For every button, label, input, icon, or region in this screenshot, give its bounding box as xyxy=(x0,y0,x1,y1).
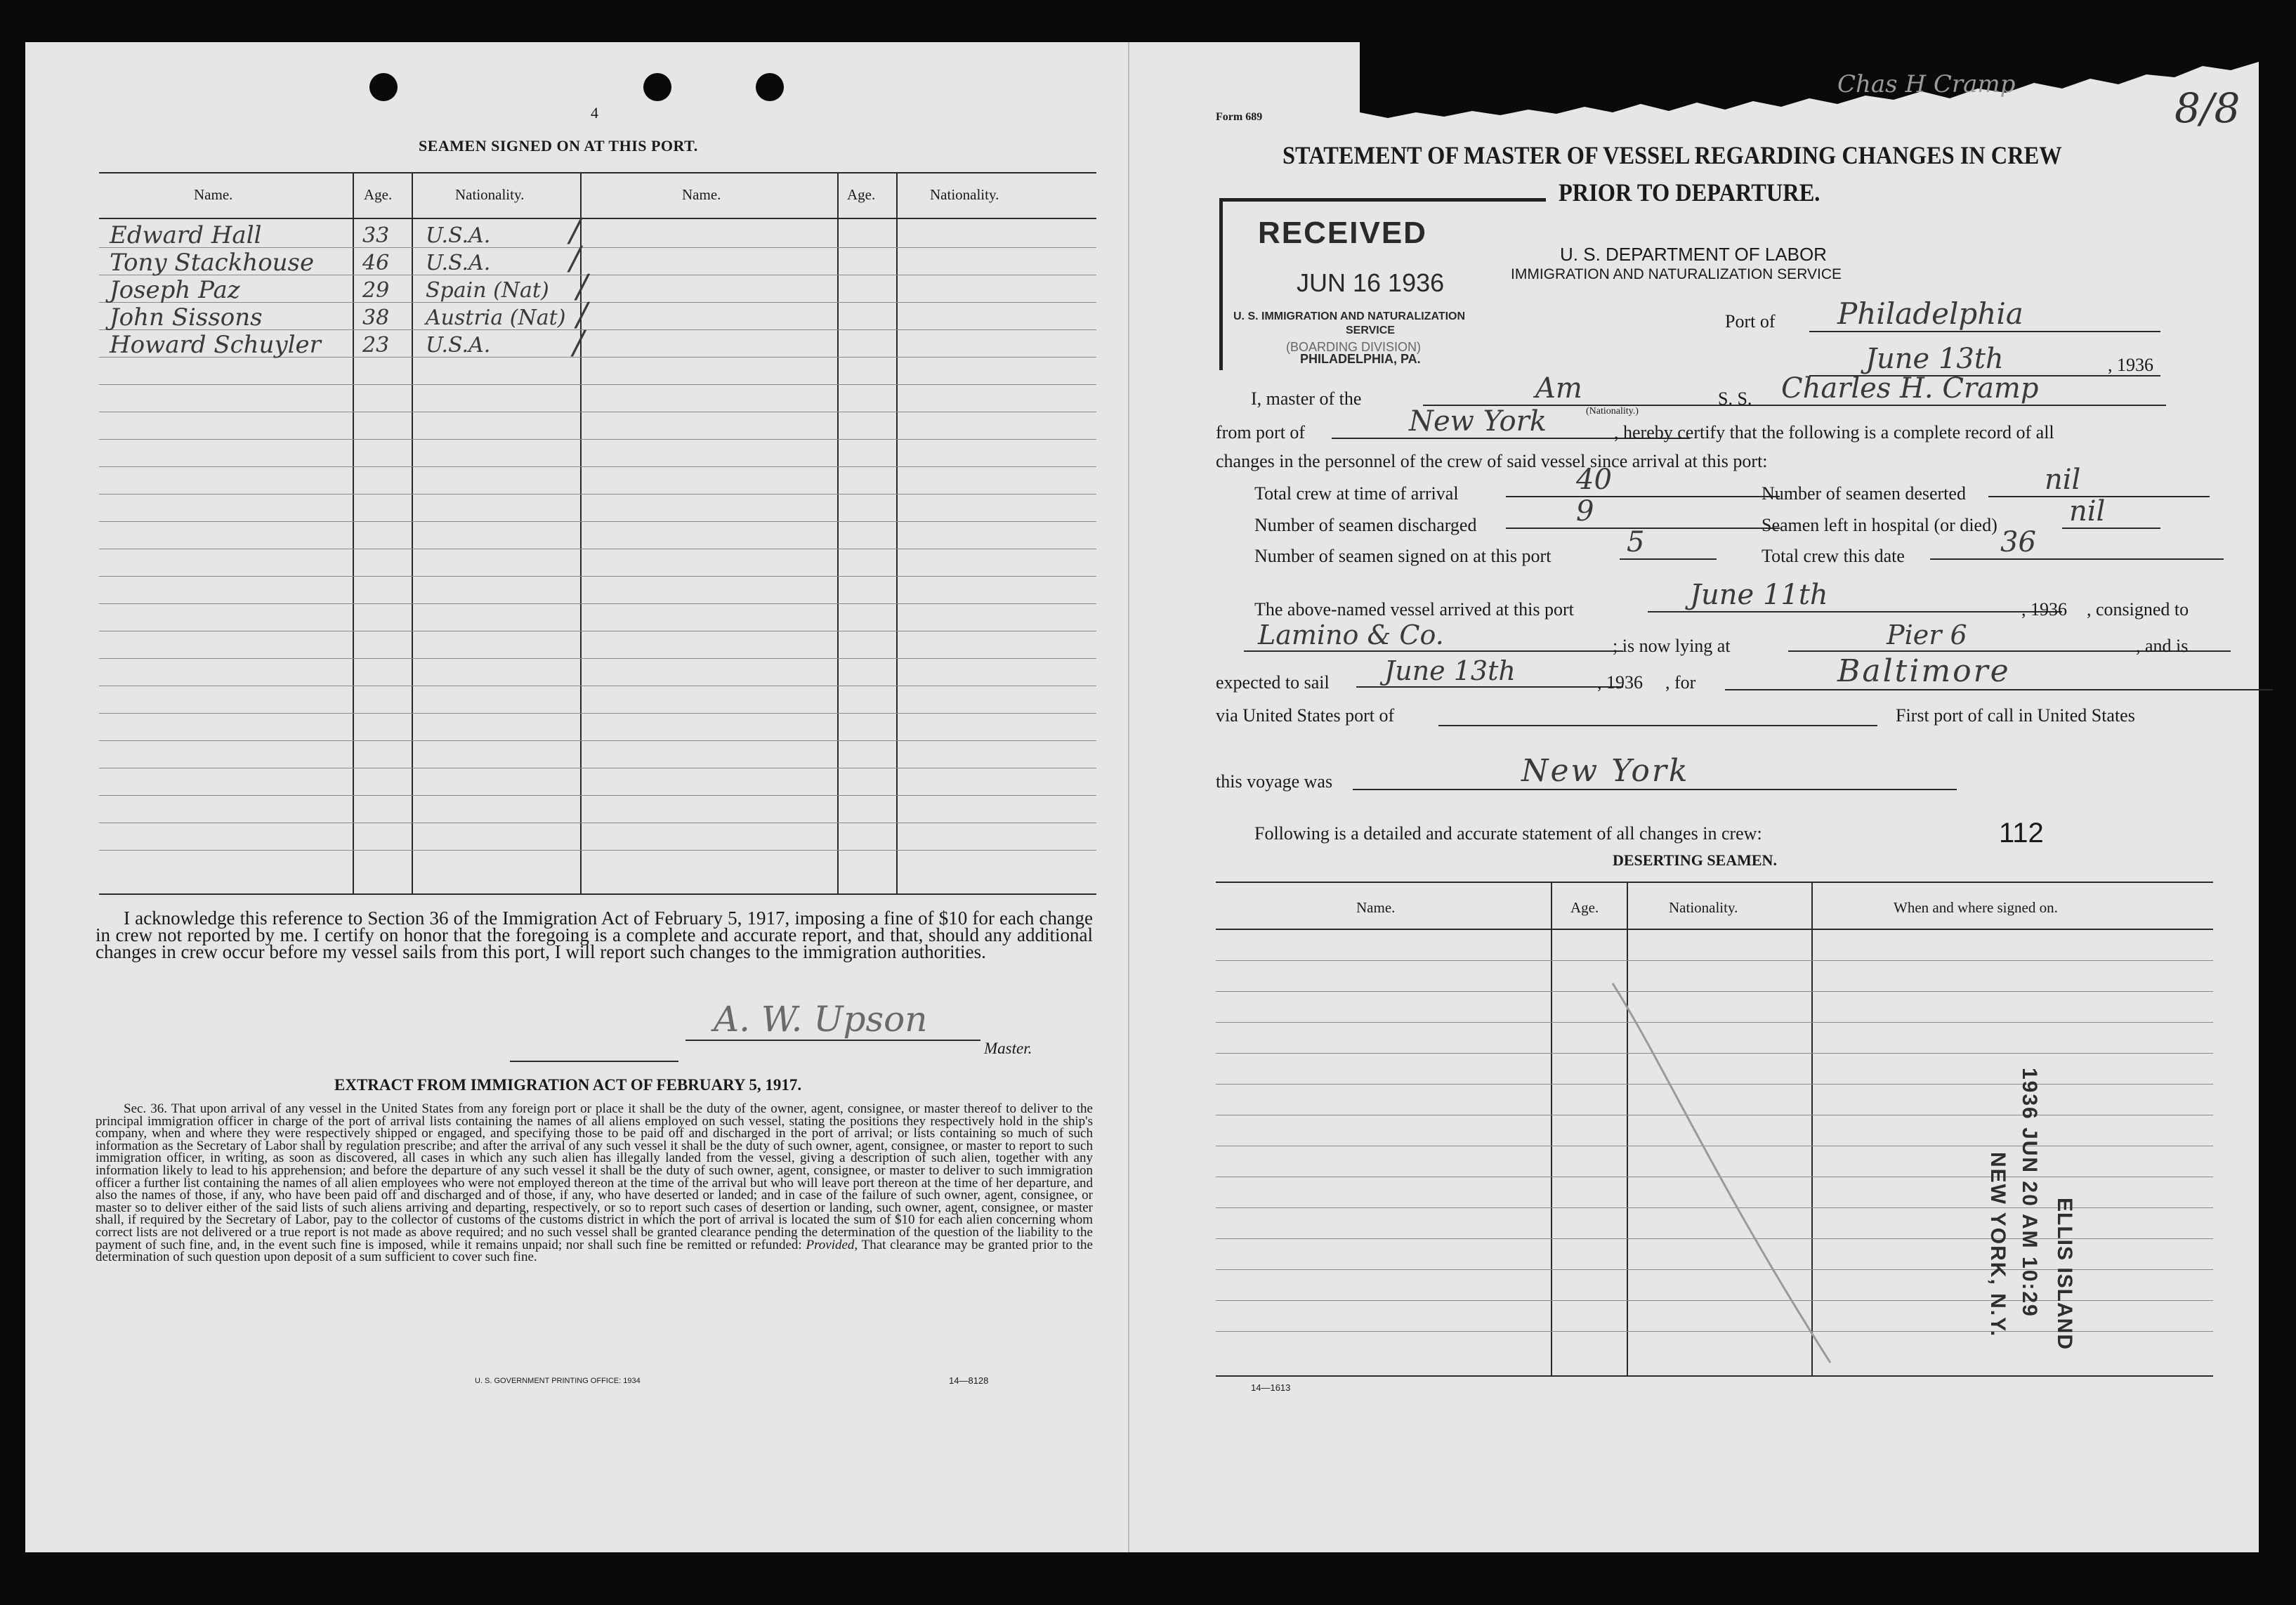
seaman-age: 38 xyxy=(362,306,390,330)
via-label: via United States port of xyxy=(1216,705,1395,726)
seaman-age: 23 xyxy=(362,333,390,358)
changes-text: changes in the personnel of the crew of said vessel since arrival at this port: xyxy=(1216,451,1768,471)
expected-value: June 13th xyxy=(1356,655,1623,688)
column-header-name: Name. xyxy=(194,186,233,203)
left-form-code: 14—8128 xyxy=(949,1375,989,1386)
right-form-code: 14—1613 xyxy=(1251,1382,1291,1393)
corner-note: 8/8 xyxy=(2174,84,2241,132)
form-title-line1: STATEMENT OF MASTER OF VESSEL REGARDING CHANGES IN CREW xyxy=(1283,141,2062,169)
check-mark: / xyxy=(577,295,588,333)
date-value: June 13th xyxy=(1809,343,2160,376)
arrived-label: The above-named vessel arrived at this port xyxy=(1254,599,1574,620)
column-header-name: Name. xyxy=(682,186,721,203)
discharged-value: 9 xyxy=(1506,495,1780,529)
check-mark: / xyxy=(570,239,581,277)
extract-title: EXTRACT FROM IMMIGRATION ACT OF FEBRUARY 5, 1917. xyxy=(334,1076,802,1094)
certify-text: , hereby certify that the following is a complete record of all xyxy=(1614,422,2054,443)
ellis-stamp-line3: NEW YORK, N.Y. xyxy=(1986,1152,2009,1338)
total-crew-arrival: 40 xyxy=(1506,464,1780,497)
stamp-line4: PHILADELPHIA, PA. xyxy=(1300,352,1421,366)
signature-line xyxy=(685,1040,980,1041)
form-title-line2: PRIOR TO DEPARTURE. xyxy=(1559,178,1821,207)
column-header-age: Age. xyxy=(847,186,876,203)
seaman-name: Edward Hall xyxy=(110,221,262,249)
section-36-body: That upon arrival of any vessel in the United States from any foreign port or place it shall be the duty of the owner, agent, consignee, or master thereof to deliver to the principal immigration officer in charge of the port of arrival lists containing the names of all aliens employed on such vessel, stating the positions they respectively hold in the ship's company, when and where they were respectively shipped or engaged, and specifying those to be paid off and discharged in the port of arrival; or lists containing so much of such information as the Secretary of Labor shall by regulation prescribe; and after the arrival of any such vessel it shall be the duty of such owner, agent, consignee, or master to report to such immigration officer, in writing, as soon as discovered, all cases in which any such alien has illegally landed from the vessel, giving a description of such alien, together with any information likely to lead to his apprehension; and before the departure of any such vessel it shall be the duty of such owner, agent, consignee, or master to deliver to such immigration officer a further list containing the names of all alien employees who were not employed thereon at the time of the arrival but who will leave port thereon at the time of her departure, and also the names of those, if any, who have been paid off and discharged and of those, if any, who have deserted or landed; and in case of the failure of such owner, agent, consignee, or master so to deliver either of the said lists of such aliens arriving and departing, respectively, or so to report such cases of desertion or landing, such owner, agent, consignee, or master shall, if required by the Secretary of Labor, pay to the collector of customs of the customs district in which the port of arrival is located the sum of $10 for each alien concerning whom correct lists are not delivered or a true report is not made as above required; and no such vessel shall be granted clearance pending the determination of the question of the liability to the payment of such fine, and, in the event such fine is imposed, while it remains unpaid; nor shall such fine be remitted or refunded: xyxy=(96,1101,1093,1252)
document-sheet xyxy=(25,42,2259,1552)
department: U. S. DEPARTMENT OF LABOR xyxy=(1560,244,1827,265)
ellis-stamp-line2: 1936 JUN 20 AM 10:29 xyxy=(2018,1068,2041,1318)
master-signature: A. W. Upson xyxy=(714,999,928,1040)
section-36-text xyxy=(96,1103,1093,1264)
stamp-date: JUN 16 1936 xyxy=(1297,268,1445,297)
seaman-nationality: U.S.A. xyxy=(426,251,491,275)
check-mark: / xyxy=(573,323,584,361)
arrived-year: , 1936 xyxy=(2021,599,2067,620)
record-number: 112 xyxy=(1999,818,2044,849)
deserting-title: DESERTING SEAMEN. xyxy=(1613,851,1777,869)
divider xyxy=(510,1061,678,1062)
seaman-name: Tony Stackhouse xyxy=(110,249,315,277)
first-port-label: First port of call in United States xyxy=(1896,705,2135,726)
master-line-prefix: I, master of the xyxy=(1251,388,1362,409)
torn-edge xyxy=(1360,42,2273,148)
seaman-nationality: U.S.A. xyxy=(426,223,491,248)
consignee-value: Lamino & Co. xyxy=(1244,620,1623,652)
stamp-received: RECEIVED xyxy=(1258,216,1427,250)
destination-value: Baltimore xyxy=(1725,653,2273,690)
port-value: Philadelphia xyxy=(1809,296,2160,332)
seaman-name: John Sissons xyxy=(110,303,263,332)
ss-label: S. S. xyxy=(1718,388,1752,409)
total-crew-date-label: Total crew this date xyxy=(1762,546,1905,566)
seaman-nationality: Austria (Nat) xyxy=(426,306,566,330)
section-36-proviso: That clearance may be granted prior to the determination of such question upon deposit of a sum sufficient to cover such fine. xyxy=(96,1237,1093,1265)
deserting-header-nationality: Nationality. xyxy=(1669,899,1738,916)
seaman-name: Joseph Paz xyxy=(110,276,240,304)
column-header-nationality: Nationality. xyxy=(930,186,999,203)
from-port-label: from port of xyxy=(1216,422,1306,443)
punch-hole xyxy=(369,73,398,101)
hospital-value: nil xyxy=(2062,495,2160,529)
section-36-proviso-lead: Provided, xyxy=(806,1237,858,1252)
check-mark: / xyxy=(570,211,581,249)
following-label: Following is a detailed and accurate statement of all changes in crew: xyxy=(1254,823,1762,844)
lying-label: ; is now lying at xyxy=(1613,636,1731,656)
service: IMMIGRATION AND NATURALIZATION SERVICE xyxy=(1511,266,1842,282)
for-label: , for xyxy=(1665,672,1696,693)
nationality-value: Am xyxy=(1423,372,1816,406)
date-year: , 1936 xyxy=(2108,355,2153,375)
form-number: Form 689 xyxy=(1216,111,1263,123)
stamp-line3: (BOARDING DIVISION) xyxy=(1286,340,1422,354)
deserting-header-age: Age. xyxy=(1570,899,1599,916)
seaman-name: Howard Schuyler xyxy=(110,331,321,359)
and-is: , and is xyxy=(2136,636,2189,656)
deserting-header-name: Name. xyxy=(1356,899,1396,916)
hospital-label: Seamen left in hospital (or died) xyxy=(1762,515,1997,535)
deserted-value: nil xyxy=(1988,464,2210,497)
punch-hole xyxy=(756,73,784,101)
master-label: Master. xyxy=(984,1040,1032,1057)
column-header-nationality: Nationality. xyxy=(455,186,525,203)
from-port-value: New York xyxy=(1332,405,1690,439)
deserting-header-signed-on: When and where signed on. xyxy=(1894,899,2058,916)
printing-office: U. S. GOVERNMENT PRINTING OFFICE: 1934 xyxy=(475,1377,641,1385)
section-title: SEAMEN SIGNED ON AT THIS PORT. xyxy=(419,137,698,155)
page-fold xyxy=(1128,42,1129,1552)
total-crew-date: 36 xyxy=(1930,526,2224,560)
deserted-label: Number of seamen deserted xyxy=(1762,483,1966,504)
ellis-stamp-line1: ELLIS ISLAND xyxy=(2053,1198,2076,1351)
voyage-value: New York xyxy=(1353,753,1957,790)
seaman-age: 33 xyxy=(362,223,390,248)
voyage-label: this voyage was xyxy=(1216,771,1333,792)
pencil-stroke xyxy=(1606,976,1837,1370)
via-line xyxy=(1438,725,1877,726)
stamp-line1: U. S. IMMIGRATION AND NATURALIZATION xyxy=(1233,310,1466,322)
torn-handwriting: Chas H Cramp xyxy=(1837,70,2016,98)
seaman-age: 46 xyxy=(362,251,390,275)
seaman-nationality: U.S.A. xyxy=(426,333,491,358)
received-stamp xyxy=(1219,198,1546,370)
seaman-nationality: Spain (Nat) xyxy=(426,278,549,303)
port-label: Port of xyxy=(1725,311,1776,332)
seaman-age: 29 xyxy=(362,278,390,303)
ss-value: Charles H. Cramp xyxy=(1767,372,2166,406)
signed-on-label: Number of seamen signed on at this port xyxy=(1254,546,1552,566)
expected-label: expected to sail xyxy=(1216,672,1330,693)
stamp-line2: SERVICE xyxy=(1346,325,1395,336)
signed-on-value: 5 xyxy=(1620,526,1717,560)
check-mark: / xyxy=(577,267,588,305)
lying-value: Pier 6 xyxy=(1788,620,2231,652)
page-number: 4 xyxy=(591,104,598,122)
discharged-label: Number of seamen discharged xyxy=(1254,515,1477,535)
consigned-label: , consigned to xyxy=(2087,599,2189,620)
expected-year: , 1936 xyxy=(1597,672,1643,693)
total-crew-arrival-label: Total crew at time of arrival xyxy=(1254,483,1459,504)
nationality-caption: (Nationality.) xyxy=(1586,406,1639,417)
column-header-age: Age. xyxy=(364,186,393,203)
punch-hole xyxy=(643,73,671,101)
acknowledgement-text: I acknowledge this reference to Section 36 of the Immigration Act of February 5, 1917, imposing a fine of $10 for each change in crew not reported by me. I certify on honor that the foregoing is a complete and accurate report, and that, should any additional changes in crew occur before my vessel sails from this port, I will report such changes to the immigration authorities. xyxy=(96,908,1093,962)
section-36-lead: Sec. 36. xyxy=(124,1101,168,1116)
arrived-value: June 11th xyxy=(1648,579,2062,612)
